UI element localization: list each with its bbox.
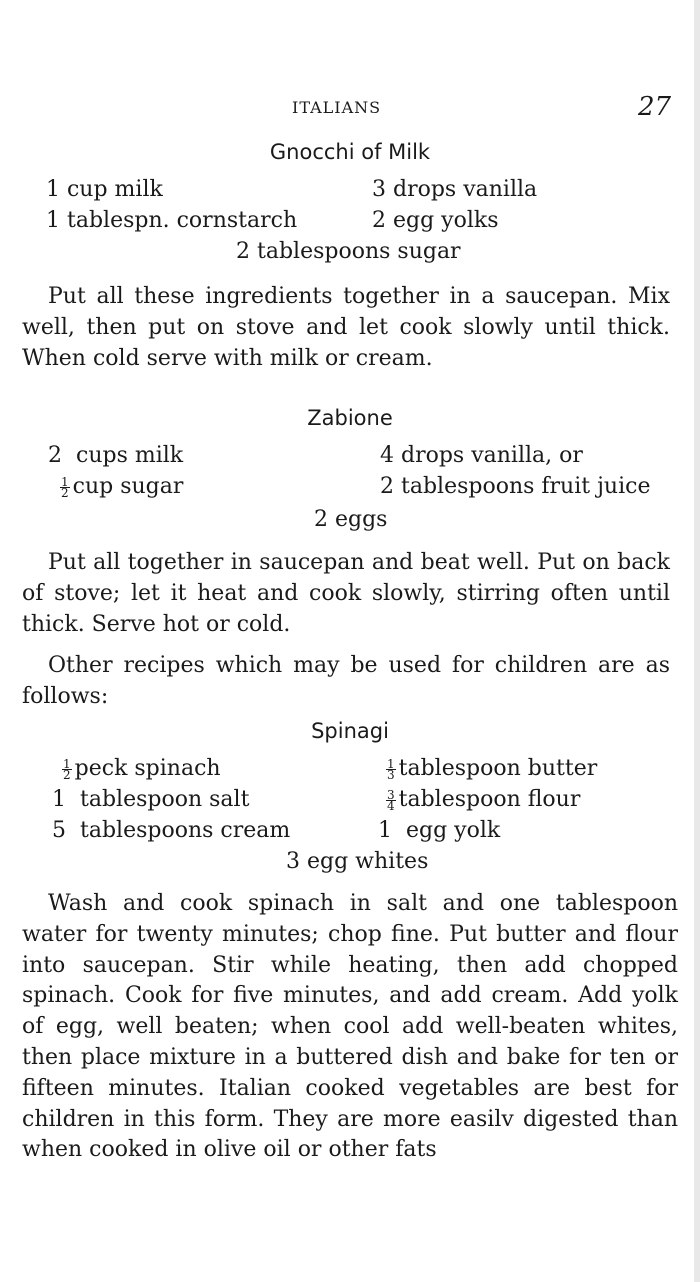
fraction: $\frac{3}{4}$: [387, 787, 395, 813]
recipe-title-gnocchi: Gnocchi of Milk: [269, 140, 431, 164]
ingredient-item: tablespoon flour: [398, 787, 581, 812]
ingredient-item: cup sugar: [72, 474, 184, 499]
ingredient-drops-vanilla: 4 drops vanilla, or: [380, 443, 583, 468]
ingredient-fruit-juice: 2 tablespoons fruit juice: [380, 474, 651, 499]
ingredient-item: tablespoon butter: [398, 756, 598, 781]
ingredient-item: peck spinach: [74, 756, 221, 781]
recipe-instructions-gnocchi: Put all these ingredients together in a saucepan. Mix well, then put on stove and let cook slowly until thick. When cold serve with milk or cream.: [22, 284, 670, 371]
recipe-instructions-zabione: Put all together in saucepan and beat well. Put on back of stove; let it heat and cook slowly, stirring often until thick. Serve hot or cold.: [22, 550, 670, 638]
page-edge: [694, 0, 700, 1282]
ingredient-qty: 1: [378, 818, 392, 843]
fraction: $\frac{1}{3}$: [387, 756, 395, 782]
ingredient-eggs: 2 eggs: [314, 507, 388, 532]
ingredient-item: egg yolk: [406, 818, 501, 843]
ingredient-vanilla: 3 drops vanilla: [372, 177, 538, 202]
ingredient-cornstarch: 1 tablespn. cornstarch: [46, 208, 298, 233]
ingredient-qty: 5: [52, 818, 66, 843]
recipe-title-spinagi: Spinagi: [311, 719, 389, 743]
ingredient-salt: [52, 787, 249, 812]
ingredient-item: tablespoon salt: [80, 787, 250, 812]
ingredient-qty: 2: [48, 443, 62, 468]
ingredient-egg-yolks: 2 egg yolks: [372, 208, 499, 233]
ingredient-qty: 1: [52, 787, 66, 812]
ingredient-spinach: [62, 756, 221, 781]
fraction: $\frac{1}{2}$: [63, 756, 71, 782]
ingredient-egg-yolk: [378, 818, 500, 843]
ingredient-sugar: 2 tablespoons sugar: [236, 239, 461, 264]
fraction: $\frac{1}{2}$: [61, 474, 69, 500]
recipe-title-zabione: Zabione: [307, 406, 393, 430]
ingredient-cup-sugar: [60, 474, 183, 499]
recipe-instructions-spinagi: Wash and cook spinach in salt and one tablespoon water for twenty minutes; chop fine. Put butter and flour into saucepan. Stir while heating, then add chopped spinach. Cook for five minutes, and add cream. Add yolk of egg, well beaten; when cool add well-beaten whites, then place mixture in a buttered dish and bake for ten or fifteen minutes. Italian cooked vegetables are best for children in this form. They are more easilv digested than when cooked in olive oil or other fats: [22, 891, 678, 1163]
intro-paragraph: Other recipes which may be used for children are as follows:: [22, 653, 670, 709]
ingredient-cream: [52, 818, 290, 843]
page-number: 27: [638, 92, 672, 122]
ingredient-egg-whites: 3 egg whites: [286, 849, 429, 874]
page-header: [0, 92, 700, 126]
ingredient-item: tablespoons cream: [80, 818, 291, 843]
ingredient-item: cups milk: [76, 443, 184, 468]
running-head: ITALIANS: [292, 98, 382, 117]
ingredient-milk: 1 cup milk: [46, 177, 163, 202]
ingredient-butter: [386, 756, 597, 781]
ingredient-cups-milk: [48, 443, 183, 468]
ingredient-flour: [386, 787, 580, 812]
